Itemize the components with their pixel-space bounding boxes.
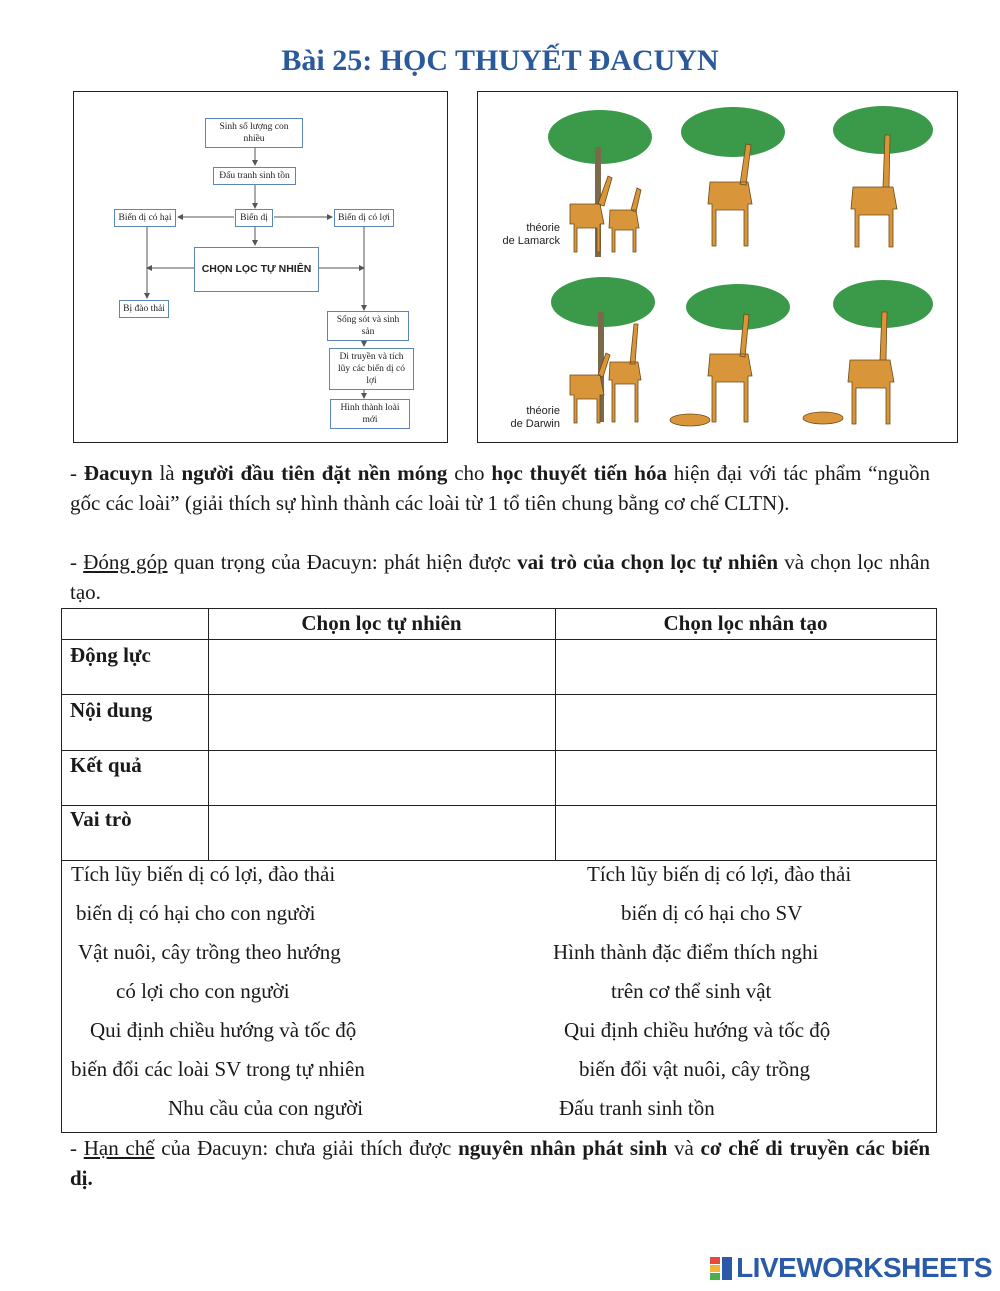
- text: -: [70, 1136, 84, 1160]
- liveworksheets-logo-icon: [710, 1256, 732, 1280]
- darwin-flowchart: [73, 91, 448, 443]
- text-bold: nguyên nhân phát sinh: [458, 1136, 668, 1160]
- text: của Đacuyn: chưa giải thích được: [154, 1136, 459, 1160]
- answer-option[interactable]: Tích lũy biến dị có lợi, đào thải: [587, 862, 852, 886]
- paragraph-contribution: [70, 548, 930, 607]
- flow-node-many-offspring: Sinh số lượng con nhiều: [205, 118, 303, 148]
- liveworksheets-logo: [710, 1252, 992, 1284]
- answer-option[interactable]: biến đổi vật nuôi, cây trồng: [579, 1057, 810, 1081]
- label-darwin-line1: théorie: [526, 405, 560, 417]
- answer-cell-artificial-content[interactable]: [556, 695, 936, 750]
- answer-option[interactable]: có lợi cho con người: [116, 979, 290, 1003]
- text-underline: Đóng góp: [83, 550, 168, 574]
- answer-option[interactable]: trên cơ thể sinh vật: [611, 979, 772, 1003]
- paragraph-darwin-founder: [70, 459, 930, 518]
- answer-cell-natural-result[interactable]: [209, 751, 555, 805]
- label-darwin-line2: de Darwin: [510, 418, 560, 430]
- answer-cell-artificial-driving-force[interactable]: [556, 640, 936, 694]
- row-label-content: Nội dung: [70, 698, 153, 722]
- flow-node-natural-selection: CHỌN LỌC TỰ NHIÊN: [194, 247, 319, 292]
- flow-node-inherit-accumulate: Di truyền và tích lũy các biến dị có lợi: [329, 348, 414, 390]
- answer-option[interactable]: Qui định chiều hướng và tốc độ: [564, 1018, 831, 1042]
- paragraph-limitation: [70, 1134, 930, 1193]
- label-lamarck-line2: de Lamarck: [502, 235, 560, 247]
- text: -: [70, 550, 84, 574]
- text: là: [152, 461, 182, 485]
- text: và chọn lọc nhân tạo.: [70, 550, 930, 604]
- answer-option[interactable]: biến dị có hại cho SV: [621, 901, 803, 925]
- label-lamarck-line1: théorie: [526, 222, 560, 234]
- text-bold: Đacuyn: [83, 461, 153, 485]
- row-label-driving-force: Động lực: [70, 643, 151, 667]
- liveworksheets-logo-text: LIVEWORKSHEETS: [736, 1252, 992, 1283]
- giraffe-drawings: [478, 92, 959, 444]
- row-label-result: Kết quả: [70, 753, 142, 777]
- flow-node-struggle: Đấu tranh sinh tồn: [213, 167, 296, 185]
- text: hiện đại với tác phẩm “nguồn gốc các loài” (giải thích sự hình thành các loài từ 1 tổ tiên chung bằng cơ chế CLTN).: [70, 461, 930, 515]
- answer-option[interactable]: biến đổi các loài SV trong tự nhiên: [71, 1057, 365, 1081]
- flow-node-harmful-variation: Biến dị có hại: [114, 209, 176, 227]
- answer-cell-natural-content[interactable]: [209, 695, 555, 750]
- comparison-table: [61, 608, 937, 1133]
- answer-option[interactable]: Hình thành đặc điểm thích nghi: [553, 940, 819, 964]
- text: -: [70, 461, 84, 485]
- label-lamarck: [498, 222, 560, 248]
- text-underline: Hạn chế: [83, 1136, 155, 1160]
- text: và: [667, 1136, 701, 1160]
- header-artificial-selection: Chọn lọc nhân tạo: [663, 611, 828, 635]
- text-bold: học thuyết tiến hóa: [491, 461, 667, 485]
- text: cho: [447, 461, 492, 485]
- text-bold: cơ chế di truyền các biến dị.: [70, 1136, 930, 1190]
- flow-node-survive-reproduce: Sống sót và sinh sản: [327, 311, 409, 341]
- flow-node-eliminated: Bị đào thải: [119, 300, 169, 318]
- flow-node-variation: Biến dị: [235, 209, 273, 227]
- answer-cell-natural-driving-force[interactable]: [209, 640, 555, 694]
- text-bold: người đầu tiên đặt nền móng: [181, 461, 448, 485]
- answer-option[interactable]: Tích lũy biến dị có lợi, đào thải: [71, 862, 336, 886]
- answer-cell-artificial-result[interactable]: [556, 751, 936, 805]
- header-natural-selection: Chọn lọc tự nhiên: [301, 611, 462, 635]
- answer-option[interactable]: Đấu tranh sinh tồn: [559, 1096, 715, 1120]
- answer-option[interactable]: Vật nuôi, cây trồng theo hướng: [78, 940, 341, 964]
- table-divider: [62, 860, 936, 861]
- answer-option[interactable]: Nhu cầu của con người: [168, 1096, 364, 1120]
- answer-option[interactable]: Qui định chiều hướng và tốc độ: [90, 1018, 357, 1042]
- label-darwin: [498, 405, 560, 431]
- giraffe-illustration: [477, 91, 958, 443]
- page-title: Bài 25: HỌC THUYẾT ĐACUYN: [281, 44, 719, 77]
- row-label-role: Vai trò: [70, 807, 132, 831]
- flow-node-new-species: Hình thành loài mới: [330, 399, 410, 429]
- answer-cell-artificial-role[interactable]: [556, 806, 936, 860]
- answer-cell-natural-role[interactable]: [209, 806, 555, 860]
- text-bold: vai trò của chọn lọc tự nhiên: [517, 550, 779, 574]
- answer-option[interactable]: biến dị có hại cho con người: [76, 901, 316, 925]
- flow-node-beneficial-variation: Biến dị có lợi: [334, 209, 394, 227]
- text: quan trọng của Đacuyn: phát hiện được: [167, 550, 518, 574]
